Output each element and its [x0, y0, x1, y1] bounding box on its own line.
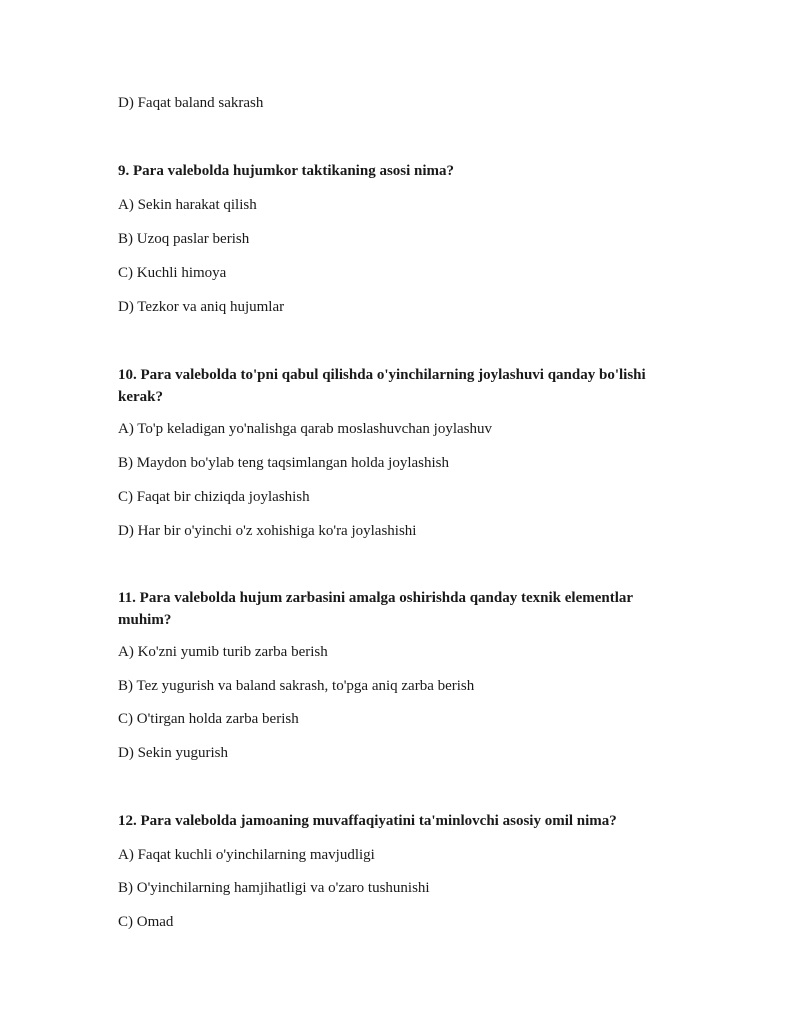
option-9a: A) Sekin harakat qilish [118, 197, 257, 213]
option-11a: A) Ko'zni yumib turib zarba berish [118, 644, 328, 660]
option-9c: C) Kuchli himoya [118, 265, 227, 281]
option-11b: B) Tez yugurish va baland sakrash, to'pga aniq zarba berish [118, 678, 475, 694]
option-11c: C) O'tirgan holda zarba berish [118, 711, 299, 727]
question-11: 11. Para valebolda hujum zarbasini amalga oshirishda qanday texnik elementlar muhim? [118, 590, 633, 628]
option-10a: A) To'p keladigan yo'nalishga qarab moslashuvchan joylashuv [118, 421, 492, 437]
option-10d: D) Har bir o'yinchi o'z xohishiga ko'ra joylashishi [118, 523, 417, 539]
question-10: 10. Para valebolda to'pni qabul qilishda o'yinchilarning joylashuvi qanday bo'lishi kerak? [118, 367, 646, 405]
option-10c: C) Faqat bir chiziqda joylashish [118, 489, 310, 505]
option-12c: C) Omad [118, 914, 174, 930]
option-9d: D) Tezkor va aniq hujumlar [118, 299, 285, 315]
option-12a: A) Faqat kuchli o'yinchilarning mavjudligi [118, 847, 375, 863]
question-9: 9. Para valebolda hujumkor taktikaning asosi nima? [118, 163, 455, 179]
option-9b: B) Uzoq paslar berish [118, 231, 250, 247]
option-8d: D) Faqat baland sakrash [118, 95, 264, 111]
option-12b: B) O'yinchilarning hamjihatligi va o'zaro tushunishi [118, 880, 430, 896]
question-12: 12. Para valebolda jamoaning muvaffaqiyatini ta'minlovchi asosiy omil nima? [118, 813, 617, 829]
option-10b: B) Maydon bo'ylab teng taqsimlangan holda joylashish [118, 455, 449, 471]
option-11d: D) Sekin yugurish [118, 745, 228, 761]
